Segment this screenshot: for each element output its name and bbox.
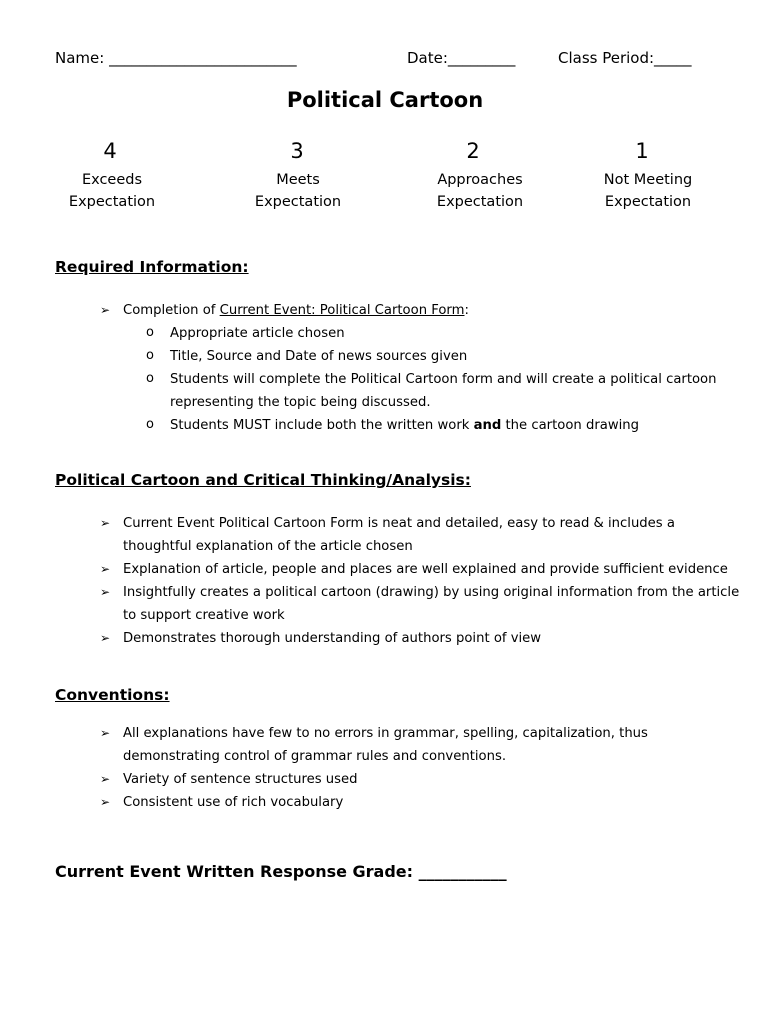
class-period-field: Class Period:_____ [558,49,692,67]
list-item: ➢ Current Event Political Cartoon Form is neat and detailed, easy to read & includes a thoughtful explanation of the article chosen [100,512,740,558]
arrow-bullet-icon: ➢ [100,772,111,786]
scale-label-1: Not Meeting Expectation [603,172,693,210]
list-item: ➢ All explanations have few to no errors in grammar, spelling, capitalization, thus demonstrating control of grammar rules and conventions. [100,722,740,768]
arrow-bullet-icon: ➢ [100,303,111,317]
scale-num-1: 1 [635,139,649,163]
list-item: o Students MUST include both the written work and the cartoon drawing [100,414,740,437]
scale-label-2: Approaches Expectation [436,172,524,210]
list-item: o Title, Source and Date of news sources given [100,345,740,368]
circle-bullet-icon: o [146,417,154,432]
list-item: ➢ Consistent use of rich vocabulary [100,791,740,814]
scale-label-4: Exceeds Expectation [68,172,156,210]
list-item: ➢ Variety of sentence structures used [100,768,740,791]
analysis-heading: Political Cartoon and Critical Thinking/Analysis: [55,471,471,489]
conventions-heading: Conventions: [55,686,170,704]
scale-num-3: 3 [290,139,304,163]
arrow-bullet-icon: ➢ [100,795,111,809]
page-title: Political Cartoon [286,88,484,112]
list-item: ➢ Completion of Current Event: Political Cartoon Form: [100,299,740,322]
list-item: o Students will complete the Political Cartoon form and will create a political cartoon representing the topic being discussed. [100,368,740,414]
name-field: Name: _________________________ [55,49,297,67]
date-field: Date:_________ [407,49,516,67]
scale-num-4: 4 [103,139,117,163]
arrow-bullet-icon: ➢ [100,562,111,576]
required-list [100,299,740,437]
list-item: ➢ Insightfully creates a political cartoon (drawing) by using original information from the article to support creative work [100,581,740,627]
required-heading: Required Information: [55,258,249,276]
scale-num-2: 2 [466,139,480,163]
analysis-list [100,512,740,650]
scale-label-3: Meets Expectation [254,172,342,210]
arrow-bullet-icon: ➢ [100,585,111,599]
circle-bullet-icon: o [146,348,154,363]
grade-field: Current Event Written Response Grade: ___________ [55,862,507,881]
arrow-bullet-icon: ➢ [100,516,111,530]
list-item: ➢ Demonstrates thorough understanding of authors point of view [100,627,740,650]
arrow-bullet-icon: ➢ [100,726,111,740]
circle-bullet-icon: o [146,371,154,386]
list-item: o Appropriate article chosen [100,322,740,345]
list-item: ➢ Explanation of article, people and places are well explained and provide sufficient evidence [100,558,740,581]
conventions-list [100,722,740,814]
circle-bullet-icon: o [146,325,154,340]
arrow-bullet-icon: ➢ [100,631,111,645]
